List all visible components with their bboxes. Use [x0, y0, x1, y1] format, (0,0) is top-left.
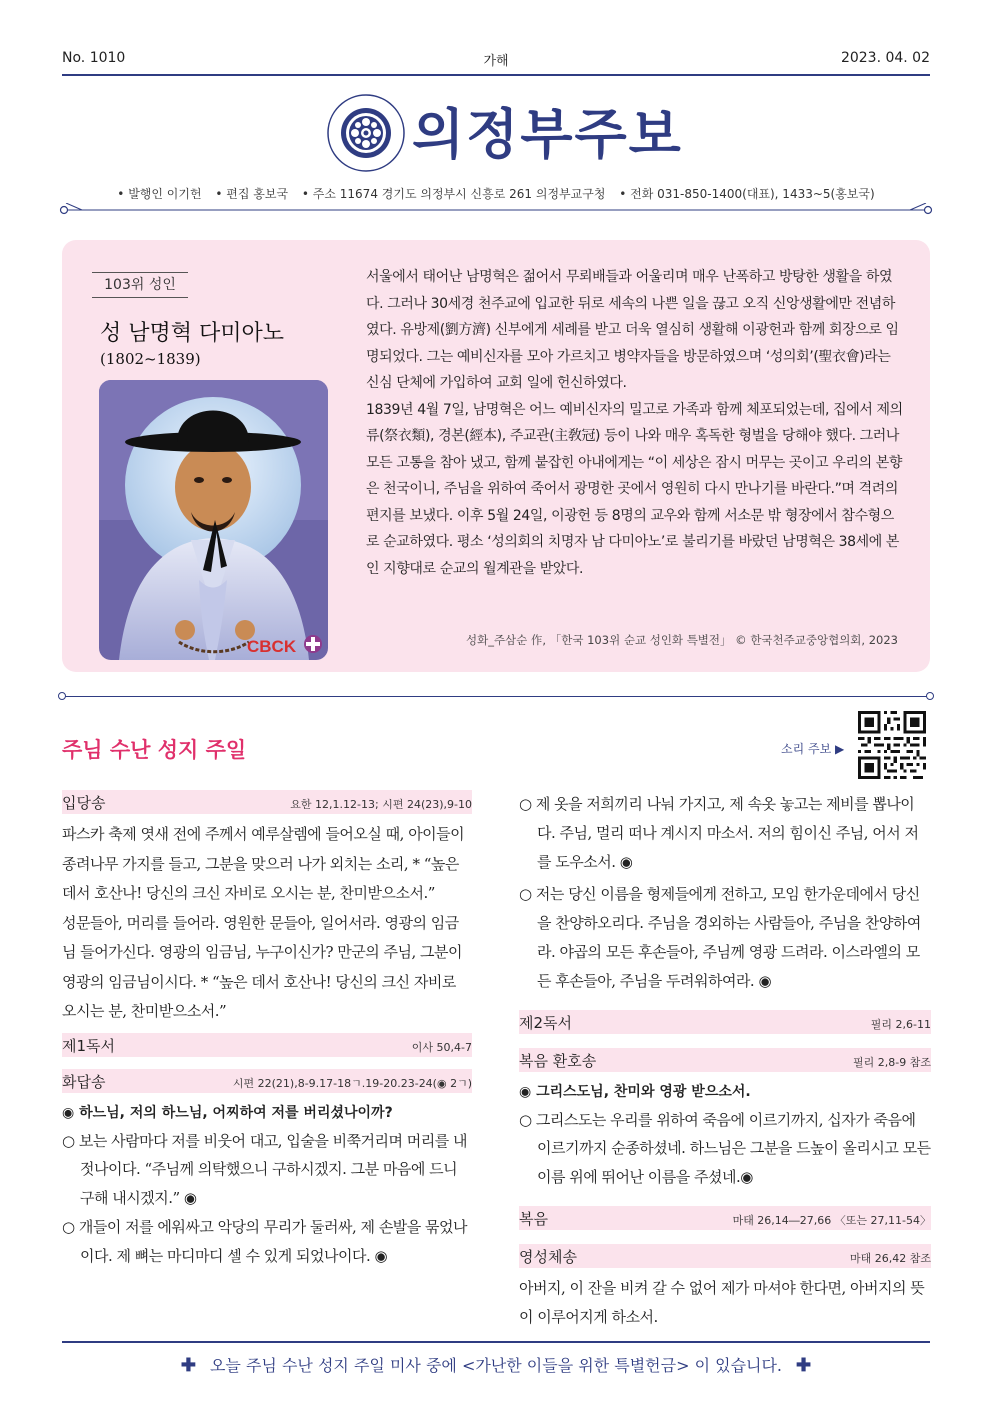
qr-code-icon[interactable]: [858, 711, 926, 779]
section-label: 영성체송: [519, 1247, 577, 1266]
section-label: 복음 환호송: [519, 1051, 597, 1070]
scripture-reference: 필리 2,8-9 참조: [853, 1055, 931, 1069]
saint-name: 성 남명혁 다미아노: [100, 321, 285, 346]
entrance-antiphon-text: 성문들아, 머리를 들어라. 영원한 문들아, 일어서라. 영광의 임금님 들어가신다. 영광의 임금님, 누구이신가? 만군의 주님, 그분이 영광의 임금님이시다. * “높은 데서 호산나! 당신의 크신 자비로 오시는 분, 찬미받으소서.”: [62, 913, 462, 1020]
communion-antiphon-text: 아버지, 이 잔을 비켜 갈 수 없어 제가 마셔야 한다면, 아버지의 뜻이 이루어지게 하소서.: [519, 1278, 925, 1327]
special-collection-notice: [0, 1353, 992, 1376]
section-divider: [62, 696, 930, 697]
bottom-rule: [62, 1341, 930, 1343]
saint-portrait-image: [99, 380, 328, 660]
section-label: 제1독서: [62, 1036, 116, 1055]
audio-bulletin-link[interactable]: 소리 주보 ▶: [781, 742, 845, 756]
saint-biography: [366, 264, 906, 582]
section-label: 복음: [519, 1209, 548, 1228]
cross-icon: ✚: [796, 1355, 812, 1376]
portrait-caption: 성화_주삼순 作, 「한국 103위 순교 성인화 특별전」 © 한국천주교중앙협의회, 2023: [465, 633, 898, 647]
acclamation-verse: ○ 그리스도는 우리를 위하여 죽음에 이르기까지, 십자가 죽음에 이르기까지 순종하셨네. 하느님은 그분을 드높이 올리시고 모든 이름 위에 뛰어난 이름을 주셨네.◉: [519, 1110, 931, 1187]
scripture-reference: 필리 2,6-11: [870, 1017, 931, 1031]
address: • 주소 11674 경기도 의정부시 신흥로 261 의정부교구청: [301, 187, 606, 201]
psalm-verse: ○ 제 옷을 저희끼리 나눠 가지고, 제 속옷 놓고는 제비를 뽑나이다. 주님, 멀리 떠나 계시지 마소서. 저의 힘이신 주님, 어서 저를 도우소서. ◉: [519, 795, 919, 871]
first-reading-header: [62, 1033, 472, 1057]
divider-dot: [926, 692, 934, 700]
phone: • 전화 031-850-1400(대표), 1433~5(홍보국): [619, 187, 875, 201]
decorative-divider: [58, 203, 934, 217]
saint-portrait: [99, 380, 328, 660]
scripture-reference: 마태 26,14―27,66 〈또는 27,11-54〉: [732, 1213, 931, 1227]
diocese-seal-icon: [326, 93, 406, 173]
acclamation-response: ◉ 그리스도님, 찬미와 영광 받으소서.: [519, 1083, 751, 1100]
masthead: [0, 88, 992, 170]
publisher: • 발행인 이기헌: [117, 187, 202, 201]
psalm-verse: ○ 저는 당신 이름을 형제들에게 전하고, 모임 한가운데에서 당신을 찬양하오리다. 주님을 경외하는 사람들아, 주님을 찬양하여라. 야곱의 모든 후손들아, 주님께 영광 드려라. 이스라엘의 모든 후손들아, 주님을 두려워하여라. ◉: [519, 885, 921, 990]
communion-antiphon-header: [519, 1244, 931, 1268]
bio-paragraph: 서울에서 태어난 남명혁은 젊어서 무뢰배들과 어울리며 매우 난폭하고 방탕한 생활을 하였다. 그러나 30세경 천주교에 입교한 뒤로 세속의 나쁜 일을 끊고 오직 신앙생활에만 전념하였다. 유방제(劉方濟) 신부에게 세례를 받고 더욱 열심히 생활해 이광헌과 함께 회장으로 임명되었다. 그는 예비신자를 모아 가르치고 병약자들을 방문하였으며 ‘성의회’(聖衣會)라는 신심 단체에 가입하여 교회 일에 헌신하였다.: [366, 269, 899, 391]
section-label: 제2독서: [519, 1013, 573, 1032]
liturgy-right-column: [519, 790, 931, 1333]
cbck-logo: CBCK: [247, 637, 297, 656]
entrance-antiphon-header: [62, 790, 472, 814]
top-rule: [62, 74, 930, 76]
liturgical-year: 가해: [483, 54, 509, 69]
divider-dot: [58, 692, 66, 700]
section-label: 화답송: [62, 1072, 106, 1091]
saint-tag: 103위 성인: [92, 272, 188, 298]
psalm-verse: ○ 보는 사람마다 저를 비웃어 대고, 입술을 비쭉거리며 머리를 내젓나이다. “주님께 의탁했으니 구하시겠지. 그분 마음에 드니 구해 내시겠지.” ◉: [62, 1131, 468, 1208]
scripture-reference: 마태 26,42 참조: [850, 1251, 931, 1265]
psalm-header: [62, 1069, 472, 1093]
newsletter-title: 의정부주보: [412, 103, 683, 166]
notice-text: 오늘 주님 수난 성지 주일 미사 중에 <가난한 이들을 위한 특별헌금> 이 있습니다.: [209, 1356, 783, 1375]
scripture-reference: 요한 12,1.12-13; 시편 24(23),9-10: [290, 798, 472, 811]
sunday-title: 주님 수난 성지 주일: [62, 738, 247, 762]
psalm-verse: ○ 개들이 저를 에워싸고 악당의 무리가 둘러싸, 제 손발을 묶었나이다. 제 뼈는 마디마디 셀 수 있게 되었나이다. ◉: [62, 1217, 468, 1265]
entrance-antiphon-text: 파스카 축제 엿새 전에 주께서 예루살렘에 들어오실 때, 아이들이 종려나무 가지를 들고, 그분을 맞으러 나가 외치는 소리, * “높은 데서 호산나! 당신의 크신 자비로 오시는 분, 찬미받으소서.”: [62, 825, 465, 902]
gospel-header: [519, 1206, 931, 1230]
liturgy-left-column: [62, 790, 472, 1270]
psalm-response: ◉ 하느님, 저의 하느님, 어찌하여 저를 버리셨나이까?: [62, 1104, 393, 1121]
gospel-acclamation-header: [519, 1048, 931, 1072]
scripture-reference: 시편 22(21),8-9.17-18ㄱ.19-20.23-24(◉ 2ㄱ): [232, 1076, 472, 1090]
top-bar: [62, 50, 930, 72]
issue-date: 2023. 04. 02: [840, 50, 930, 66]
issue-number: No. 1010: [62, 50, 126, 66]
publication-info: [0, 185, 992, 202]
scripture-reference: 이사 50,4-7: [411, 1040, 472, 1054]
section-label: 입당송: [62, 794, 106, 812]
cross-icon: ✚: [180, 1355, 196, 1376]
second-reading-header: [519, 1010, 931, 1034]
saint-years: (1802~1839): [100, 350, 201, 368]
bio-paragraph: 1839년 4월 7일, 남명혁은 어느 예비신자의 밀고로 가족과 함께 체포되었는데, 집에서 제의류(祭衣類), 경본(經本), 주교관(主敎冠) 등이 나와 매우 혹독한 형벌을 당해야 했다. 그러나 모든 고통을 참아 냈고, 함께 붙잡힌 아내에게는 “이 세상은 잠시 머무는 곳이고 우리의 본향은 천국이니, 주님을 위하여 죽어서 광명한 곳에서 영원히 다시 만나기를 바란다.”며 격려의 편지를 보냈다. 이후 5월 24일, 이광헌 등 8명의 교우와 함께 서소문 밖 형장에서 참수형으로 순교하였다. 평소 ‘성의회의 치명자 남 다미아노’로 불리기를 바랐던 남명혁은 38세에 본인 지향대로 순교의 월계관을 받았다.: [366, 401, 903, 577]
editor: • 편집 홍보국: [215, 187, 289, 201]
